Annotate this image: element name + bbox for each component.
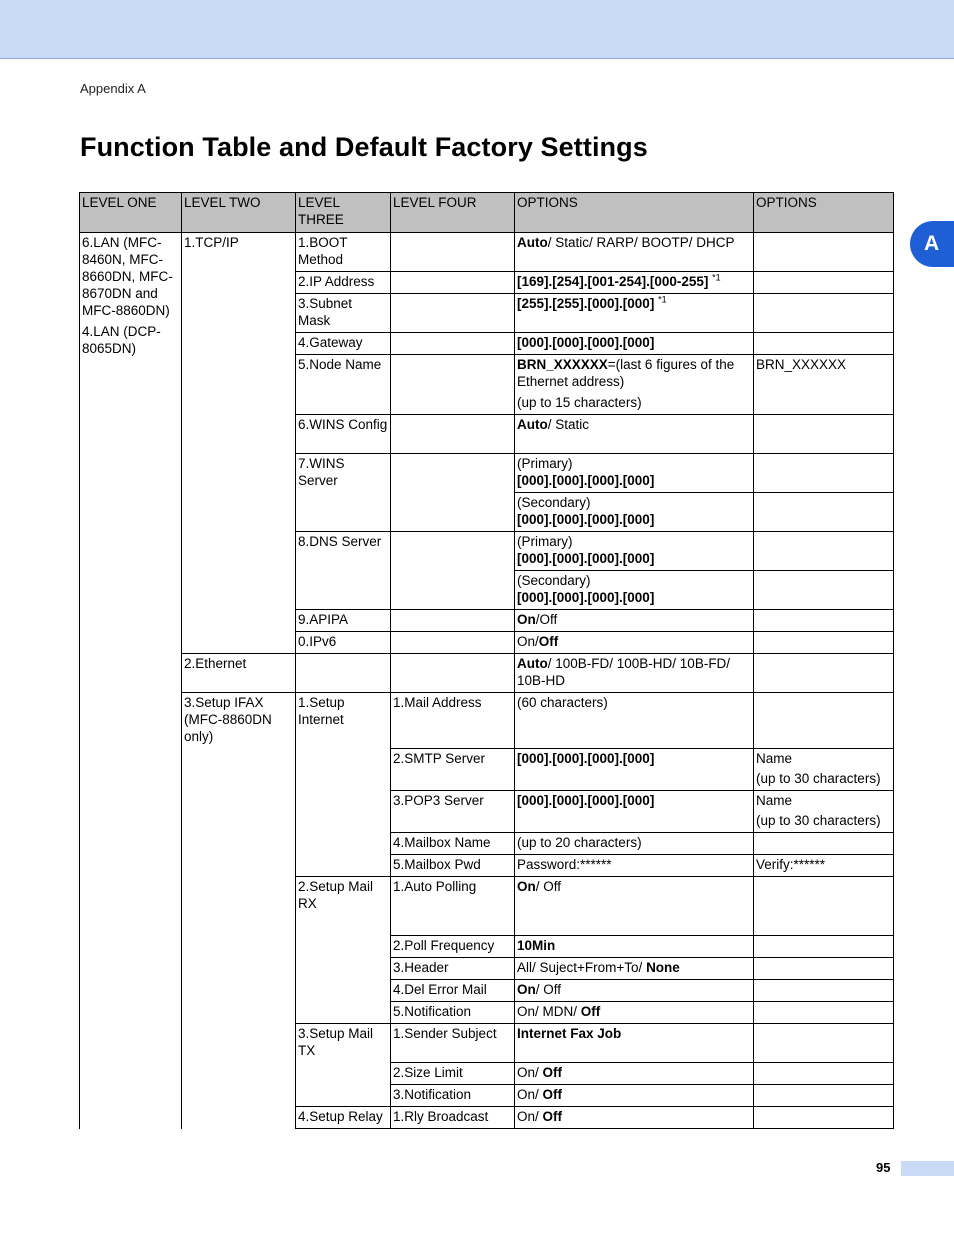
- options2-cell: [754, 1107, 894, 1129]
- level-four-cell: [391, 355, 515, 415]
- level-four-cell: [391, 233, 515, 272]
- options2-cell: Name (up to 30 characters): [754, 749, 894, 791]
- options-cell: Internet Fax Job: [515, 1024, 754, 1063]
- options-cell: 10Min: [515, 936, 754, 958]
- options2-cell: [754, 571, 894, 610]
- level-four-cell: [391, 654, 515, 693]
- level-four-cell: 1.Rly Broadcast: [391, 1107, 515, 1129]
- level-three-cell: 4.Gateway: [296, 333, 391, 355]
- level-one-lan: 6.LAN (MFC-8460N, MFC-8660DN, MFC-8670DN and MFC-8860DN): [82, 235, 173, 318]
- options-cell: On/ Off: [515, 980, 754, 1002]
- options2-cell: [754, 415, 894, 454]
- level-four-cell: [391, 632, 515, 654]
- options2-cell: [754, 294, 894, 333]
- appendix-side-tab[interactable]: A: [910, 221, 954, 267]
- level-three-cell: 3.Subnet Mask: [296, 294, 391, 333]
- options2-cell: [754, 877, 894, 936]
- level-four-cell: 2.Poll Frequency: [391, 936, 515, 958]
- options2-cell: [754, 1085, 894, 1107]
- options-cell: On/ Off: [515, 1085, 754, 1107]
- level-four-cell: [391, 333, 515, 355]
- level-one-cell: [80, 233, 182, 1129]
- options-cell: Auto/ 100B-FD/ 100B-HD/ 10B-FD/ 10B-HD: [515, 654, 754, 693]
- level-three-cell: 0.IPv6: [296, 632, 391, 654]
- level-four-cell: 1.Auto Polling: [391, 877, 515, 936]
- level-three-cell: 8.DNS Server: [296, 532, 391, 610]
- options-cell: Auto/ Static: [515, 415, 754, 454]
- options2-cell: [754, 936, 894, 958]
- level-three-cell: 9.APIPA: [296, 610, 391, 632]
- table-row: [80, 693, 894, 749]
- options2-cell: [754, 493, 894, 532]
- table-row: [80, 654, 894, 693]
- options-cell: On/ Off: [515, 1063, 754, 1085]
- page-number: 95: [876, 1160, 891, 1175]
- options2-cell: [754, 654, 894, 693]
- options2-cell: [754, 833, 894, 855]
- options-cell: (Primary) [000].[000].[000].[000]: [515, 532, 754, 571]
- options-cell: On/ MDN/ Off: [515, 1002, 754, 1024]
- level-three-cell: [296, 654, 391, 693]
- level-three-cell: 6.WINS Config: [296, 415, 391, 454]
- table-header-row: [80, 193, 894, 233]
- breadcrumb: Appendix A: [80, 81, 146, 96]
- level-two-cell: 1.TCP/IP: [182, 233, 296, 654]
- column-header: LEVEL ONE: [80, 193, 182, 233]
- level-three-cell: 7.WINS Server: [296, 454, 391, 532]
- level-four-cell: [391, 272, 515, 294]
- options-cell: Auto/ Static/ RARP/ BOOTP/ DHCP: [515, 233, 754, 272]
- level-three-cell: 1.BOOT Method: [296, 233, 391, 272]
- options2-cell: [754, 272, 894, 294]
- level-one-lan-dcp: 4.LAN (DCP-8065DN): [82, 324, 161, 356]
- column-header: LEVEL THREE: [296, 193, 391, 233]
- options-cell: BRN_XXXXXX=(last 6 figures of the Ethernet address) (up to 15 characters): [515, 355, 754, 415]
- level-four-cell: [391, 610, 515, 632]
- level-four-cell: 3.Header: [391, 958, 515, 980]
- column-header: LEVEL TWO: [182, 193, 296, 233]
- options-cell: (Secondary) [000].[000].[000].[000]: [515, 493, 754, 532]
- options2-cell: [754, 632, 894, 654]
- level-three-cell: 2.IP Address: [296, 272, 391, 294]
- level-four-cell: 5.Notification: [391, 1002, 515, 1024]
- options-cell: (up to 20 characters): [515, 833, 754, 855]
- level-four-cell: 1.Sender Subject: [391, 1024, 515, 1063]
- column-header: OPTIONS: [515, 193, 754, 233]
- options-cell: All/ Suject+From+To/ None: [515, 958, 754, 980]
- level-four-cell: [391, 532, 515, 610]
- options-cell: (Primary) [000].[000].[000].[000]: [515, 454, 754, 493]
- options2-cell: Name (up to 30 characters): [754, 791, 894, 833]
- options2-cell: [754, 233, 894, 272]
- level-four-cell: [391, 415, 515, 454]
- header-band: [0, 0, 954, 59]
- options2-cell: [754, 454, 894, 493]
- level-four-cell: 1.Mail Address: [391, 693, 515, 749]
- level-three-cell: 4.Setup Relay: [296, 1107, 391, 1129]
- options2-cell: [754, 1063, 894, 1085]
- level-four-cell: [391, 454, 515, 532]
- options-cell: On/Off: [515, 632, 754, 654]
- level-four-cell: 2.Size Limit: [391, 1063, 515, 1085]
- options-cell: [000].[000].[000].[000]: [515, 333, 754, 355]
- page-title: Function Table and Default Factory Settings: [80, 132, 648, 162]
- options-cell: Password:******: [515, 855, 754, 877]
- options2-cell: [754, 980, 894, 1002]
- options2-cell: [754, 958, 894, 980]
- level-four-cell: 4.Mailbox Name: [391, 833, 515, 855]
- options-cell: On/Off: [515, 610, 754, 632]
- options2-cell: [754, 610, 894, 632]
- options-cell: (Secondary) [000].[000].[000].[000]: [515, 571, 754, 610]
- level-four-cell: [391, 294, 515, 333]
- options-cell: On/ Off: [515, 1107, 754, 1129]
- options2-cell: [754, 693, 894, 749]
- level-two-cell: 2.Ethernet: [182, 654, 296, 693]
- options-cell: [000].[000].[000].[000]: [515, 749, 754, 791]
- column-header: LEVEL FOUR: [391, 193, 515, 233]
- level-three-cell: 2.Setup Mail RX: [296, 877, 391, 1024]
- level-four-cell: 5.Mailbox Pwd: [391, 855, 515, 877]
- footer-band: [901, 1161, 954, 1176]
- column-header: OPTIONS: [754, 193, 894, 233]
- options2-cell: [754, 333, 894, 355]
- footnote-mark: *1: [658, 294, 667, 305]
- level-four-cell: 4.Del Error Mail: [391, 980, 515, 1002]
- options-cell: On/ Off: [515, 877, 754, 936]
- level-three-cell: 1.Setup Internet: [296, 693, 391, 877]
- function-table: [79, 192, 894, 1129]
- options2-cell: BRN_XXXXXX: [754, 355, 894, 415]
- options2-cell: Verify:******: [754, 855, 894, 877]
- level-four-cell: 3.POP3 Server: [391, 791, 515, 833]
- level-four-cell: 2.SMTP Server: [391, 749, 515, 791]
- options-cell: [169].[254].[001-254].[000-255] $^{*1}$: [515, 272, 754, 294]
- footnote-mark: *1: [712, 272, 721, 283]
- table-row: [80, 233, 894, 272]
- options-cell: (60 characters): [515, 693, 754, 749]
- level-four-cell: 3.Notification: [391, 1085, 515, 1107]
- level-two-cell: 3.Setup IFAX (MFC-8860DN only): [182, 693, 296, 1129]
- options-cell: [255].[255].[000].[000] $^{*1}$: [515, 294, 754, 333]
- options2-cell: [754, 1024, 894, 1063]
- level-three-cell: 3.Setup Mail TX: [296, 1024, 391, 1107]
- level-three-cell: 5.Node Name: [296, 355, 391, 415]
- options2-cell: [754, 532, 894, 571]
- options-cell: [000].[000].[000].[000]: [515, 791, 754, 833]
- options2-cell: [754, 1002, 894, 1024]
